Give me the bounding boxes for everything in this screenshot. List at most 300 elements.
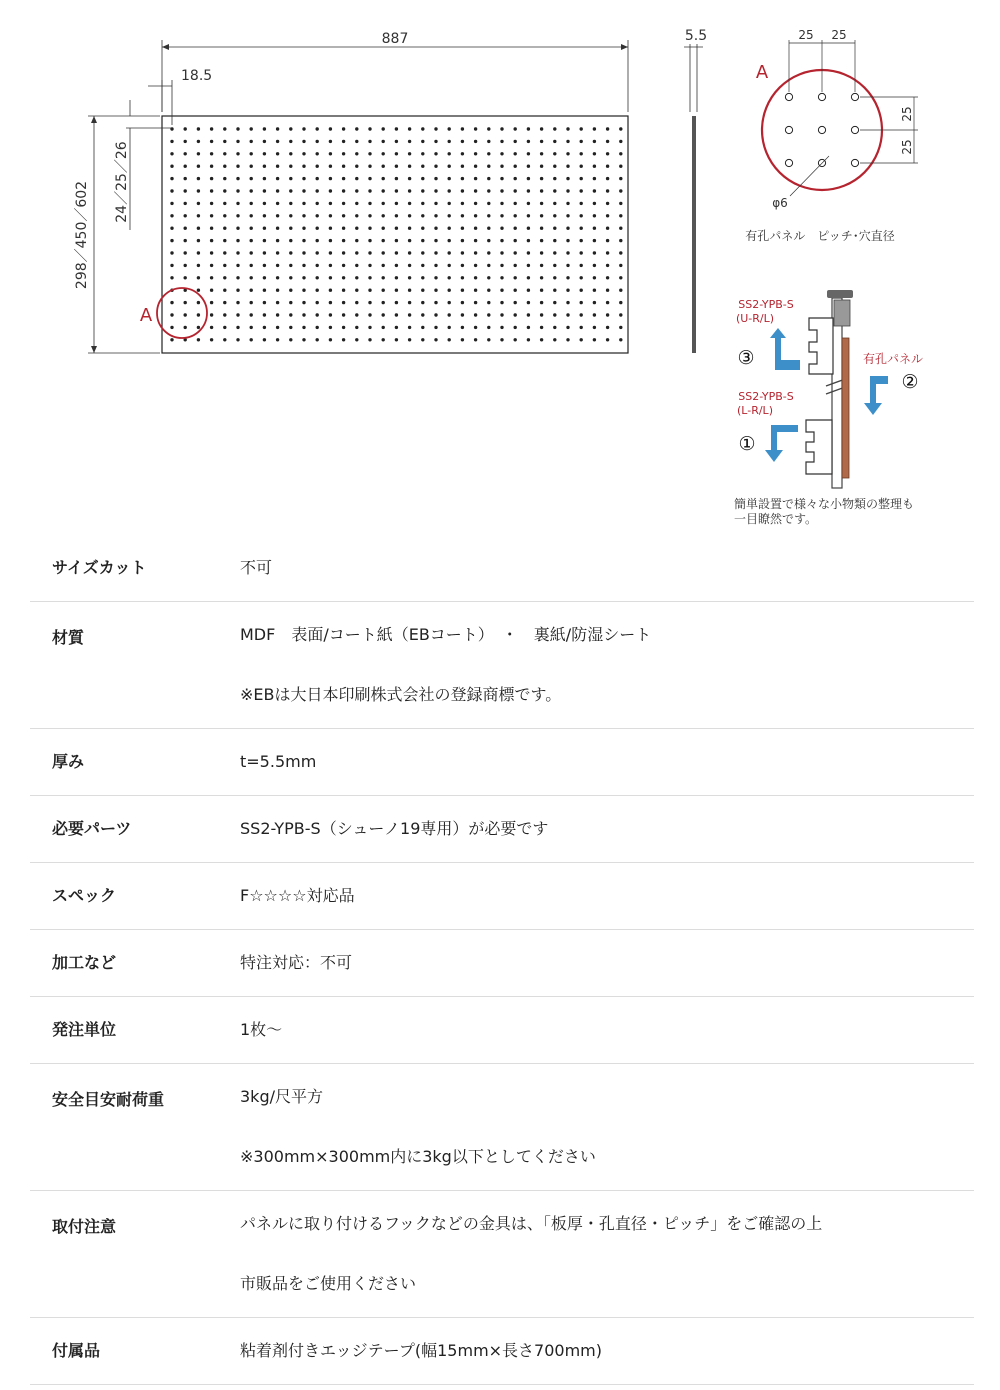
panel-hole (184, 227, 187, 230)
panel-hole (289, 202, 292, 205)
panel-hole (382, 276, 385, 279)
panel-hole (461, 326, 464, 329)
panel-hole (448, 301, 451, 304)
panel-hole (355, 326, 358, 329)
panel-hole (289, 127, 292, 130)
panel-hole (329, 202, 332, 205)
panel-hole (316, 227, 319, 230)
panel-hole (316, 313, 319, 316)
panel-hole (540, 326, 543, 329)
spec-value: 市販品をご使用ください (240, 1274, 417, 1293)
panel-hole (236, 289, 239, 292)
panel-hole (408, 140, 411, 143)
detail-hole (851, 93, 858, 100)
panel-hole (289, 289, 292, 292)
panel-hole (421, 301, 424, 304)
panel-hole (434, 301, 437, 304)
panel-hole (461, 239, 464, 242)
panel-hole (316, 165, 319, 168)
panel-hole (184, 177, 187, 180)
panel-hole (527, 165, 530, 168)
thickness-dimension-label: 5.5 (684, 28, 708, 44)
panel-hole (619, 301, 622, 304)
panel-hole (500, 165, 503, 168)
panel-hole (210, 289, 213, 292)
panel-hole (289, 177, 292, 180)
panel-hole (316, 189, 319, 192)
panel-hole (382, 338, 385, 341)
panel-hole (355, 227, 358, 230)
panel-hole (170, 227, 173, 230)
panel-hole (250, 227, 253, 230)
panel-hole (263, 152, 266, 155)
spec-label: 安全目安耐荷重 (52, 1090, 165, 1109)
spec-values (240, 535, 974, 601)
panel-hole (342, 301, 345, 304)
panel-hole (170, 202, 173, 205)
panel-hole (408, 276, 411, 279)
panel-hole (184, 165, 187, 168)
panel-hole (487, 276, 490, 279)
panel-hole (276, 313, 279, 316)
panel-hole (342, 214, 345, 217)
panel-hole (500, 276, 503, 279)
panel-hole (487, 177, 490, 180)
panel-hole (263, 326, 266, 329)
panel-hole (448, 239, 451, 242)
panel-hole (434, 289, 437, 292)
panel-hole (395, 276, 398, 279)
panel-hole (382, 313, 385, 316)
panel-hole (580, 251, 583, 254)
panel-hole (580, 326, 583, 329)
spec-row (30, 796, 974, 863)
panel-hole (487, 264, 490, 267)
panel-hole (276, 140, 279, 143)
panel-hole (223, 326, 226, 329)
panel-hole (448, 202, 451, 205)
panel-hole (210, 214, 213, 217)
panel-hole (236, 264, 239, 267)
panel-hole (580, 289, 583, 292)
panel-hole (619, 127, 622, 130)
panel-hole (540, 264, 543, 267)
panel-hole (448, 264, 451, 267)
panel-hole (527, 189, 530, 192)
panel-hole (553, 313, 556, 316)
panel-hole (355, 165, 358, 168)
spec-value: 粘着剤付きエッジテープ(幅15mm×長さ700mm) (240, 1341, 603, 1360)
panel-hole (434, 152, 437, 155)
panel-hole (540, 338, 543, 341)
detail-a-label: A (755, 62, 769, 83)
panel-hole (580, 227, 583, 230)
panel-hole (329, 127, 332, 130)
panel-hole (461, 227, 464, 230)
panel-hole (263, 251, 266, 254)
panel-hole (223, 313, 226, 316)
panel-hole (302, 152, 305, 155)
width-dimension (162, 40, 628, 112)
panel-hole (197, 140, 200, 143)
panel-hole (170, 313, 173, 316)
panel-hole (342, 239, 345, 242)
panel-hole (593, 127, 596, 130)
panel-hole (382, 165, 385, 168)
panel-hole (606, 326, 609, 329)
panel-hole (316, 214, 319, 217)
panel-hole (580, 214, 583, 217)
panel-hole (236, 338, 239, 341)
panel-hole (540, 127, 543, 130)
panel-hole (619, 177, 622, 180)
panel-hole (553, 140, 556, 143)
panel-hole (461, 152, 464, 155)
panel-hole (342, 165, 345, 168)
panel-hole (250, 177, 253, 180)
panel-hole (223, 177, 226, 180)
panel-hole (434, 140, 437, 143)
panel-hole (434, 264, 437, 267)
panel-hole (355, 301, 358, 304)
offset-dimension-label: 18.5 (181, 68, 213, 84)
panel-hole (302, 313, 305, 316)
panel-hole (170, 140, 173, 143)
panel-hole (355, 127, 358, 130)
panel-hole (593, 313, 596, 316)
panel-hole (461, 276, 464, 279)
panel-hole (514, 326, 517, 329)
panel-hole (421, 177, 424, 180)
panel-hole (395, 165, 398, 168)
panel-hole (289, 227, 292, 230)
panel-hole (408, 326, 411, 329)
panel-hole (210, 301, 213, 304)
panel-hole (250, 326, 253, 329)
panel-hole (368, 227, 371, 230)
panel-hole (606, 289, 609, 292)
panel-hole (527, 177, 530, 180)
panel-hole (289, 251, 292, 254)
spec-value: ※EBは大日本印刷株式会社の登録商標です。 (240, 685, 562, 704)
panel-hole (316, 338, 319, 341)
panel-hole (566, 301, 569, 304)
panel-hole (210, 251, 213, 254)
panel-hole (474, 214, 477, 217)
panel-hole (223, 276, 226, 279)
panel-hole (593, 140, 596, 143)
panel-hole (368, 152, 371, 155)
panel-hole (527, 152, 530, 155)
panel-hole (302, 202, 305, 205)
panel-label: 有孔パネル (862, 352, 924, 366)
spec-value: パネルに取り付けるフックなどの金具は、「板厚・孔直径・ピッチ」をご確認の上 (240, 1214, 823, 1233)
panel-hole (500, 140, 503, 143)
panel-hole (448, 276, 451, 279)
panel-hole (566, 313, 569, 316)
panel-hole (329, 251, 332, 254)
panel-hole (593, 239, 596, 242)
panel-hole (170, 326, 173, 329)
panel-hole (553, 276, 556, 279)
panel-hole (553, 202, 556, 205)
panel-hole (448, 140, 451, 143)
panel-hole (342, 326, 345, 329)
panel-hole (500, 189, 503, 192)
panel-hole (593, 338, 596, 341)
panel-hole (553, 127, 556, 130)
detail-pitch-top-left: 25 (798, 28, 814, 42)
panel-hole (580, 189, 583, 192)
panel-hole (434, 202, 437, 205)
panel-hole (593, 165, 596, 168)
panel-hole (250, 276, 253, 279)
panel-hole (514, 214, 517, 217)
panel-hole (210, 189, 213, 192)
panel-hole (395, 189, 398, 192)
panel-hole (527, 264, 530, 267)
panel-hole (474, 152, 477, 155)
install-note-line-2: 一目瞭然です。 (734, 512, 818, 526)
detail-pitch-right-bottom: 25 (900, 139, 914, 155)
detail-caption: 有孔パネル ピッチ･穴直径 (745, 229, 895, 243)
panel-hole (580, 165, 583, 168)
panel-hole (223, 189, 226, 192)
panel-hole (170, 214, 173, 217)
panel-hole (329, 239, 332, 242)
panel-hole (223, 127, 226, 130)
panel-hole (408, 214, 411, 217)
panel-hole (421, 239, 424, 242)
panel-hole (487, 165, 490, 168)
panel-hole (474, 227, 477, 230)
panel-hole (263, 289, 266, 292)
panel-hole (223, 152, 226, 155)
panel-hole (553, 251, 556, 254)
panel-hole (487, 227, 490, 230)
detail-hole (818, 126, 825, 133)
panel-hole (368, 177, 371, 180)
panel-hole (527, 326, 530, 329)
panel-hole (500, 326, 503, 329)
panel-hole (474, 140, 477, 143)
panel-hole (553, 264, 556, 267)
panel-hole (289, 276, 292, 279)
upper-bracket-label-1: SS2-YPB-S (738, 298, 794, 311)
panel-hole (210, 276, 213, 279)
panel-hole (276, 202, 279, 205)
panel-hole (606, 214, 609, 217)
panel-hole (514, 177, 517, 180)
panel-hole (540, 214, 543, 217)
panel-hole (368, 189, 371, 192)
panel-hole (276, 338, 279, 341)
panel-hole (527, 202, 530, 205)
panel-hole (263, 313, 266, 316)
panel-hole (250, 251, 253, 254)
panel-hole (236, 140, 239, 143)
panel-hole (593, 289, 596, 292)
panel-hole (474, 189, 477, 192)
spec-label: 発注単位 (52, 1020, 117, 1039)
panel-hole (395, 152, 398, 155)
panel-hole (223, 227, 226, 230)
panel-hole (527, 251, 530, 254)
panel-hole (619, 140, 622, 143)
panel-hole (408, 152, 411, 155)
panel-hole (210, 326, 213, 329)
panel-hole (421, 338, 424, 341)
panel-hole (474, 239, 477, 242)
panel-hole (342, 177, 345, 180)
panel-hole (606, 264, 609, 267)
panel-hole (382, 214, 385, 217)
panel-hole (382, 140, 385, 143)
panel-hole (619, 189, 622, 192)
panel-hole (197, 276, 200, 279)
panel-hole (421, 289, 424, 292)
spec-row (30, 1064, 974, 1191)
panel-hole (408, 202, 411, 205)
panel-hole (210, 202, 213, 205)
panel-hole (474, 177, 477, 180)
spec-value: t=5.5mm (240, 752, 317, 771)
panel-hole (527, 289, 530, 292)
panel-hole (487, 152, 490, 155)
panel-hole (276, 301, 279, 304)
panel-hole (368, 127, 371, 130)
panel-hole (223, 165, 226, 168)
panel-hole (553, 227, 556, 230)
panel-hole (566, 214, 569, 217)
panel-hole (355, 177, 358, 180)
panel-hole (421, 276, 424, 279)
panel-hole (276, 127, 279, 130)
panel-hole (434, 239, 437, 242)
panel-hole (250, 313, 253, 316)
panel-hole (434, 127, 437, 130)
panel-hole (329, 189, 332, 192)
panel-hole (197, 313, 200, 316)
panel-hole (197, 127, 200, 130)
panel-hole (408, 189, 411, 192)
panel-hole (289, 338, 292, 341)
panel-hole (316, 276, 319, 279)
panel-hole (553, 177, 556, 180)
spec-row (30, 930, 974, 997)
panel-hole (580, 140, 583, 143)
panel-hole (316, 289, 319, 292)
panel-hole (276, 276, 279, 279)
panel-hole (580, 239, 583, 242)
panel-hole (408, 289, 411, 292)
panel-hole (580, 127, 583, 130)
panel-hole (448, 326, 451, 329)
panel-hole (355, 202, 358, 205)
spec-label: 付属品 (52, 1341, 101, 1360)
panel-hole (223, 214, 226, 217)
panel-hole (170, 338, 173, 341)
panel-hole (197, 189, 200, 192)
panel-hole (276, 239, 279, 242)
panel-hole (566, 227, 569, 230)
panel-hole (395, 239, 398, 242)
panel-hole (527, 301, 530, 304)
step-2-label: ② (901, 371, 919, 393)
panel-hole (197, 301, 200, 304)
panel-hole (316, 177, 319, 180)
panel-hole (329, 264, 332, 267)
panel-hole (223, 140, 226, 143)
panel-hole (210, 140, 213, 143)
panel-hole (514, 338, 517, 341)
panel-hole (593, 152, 596, 155)
panel-hole (210, 177, 213, 180)
panel-hole (500, 227, 503, 230)
panel-hole (368, 251, 371, 254)
panel-hole (197, 326, 200, 329)
panel-hole (487, 289, 490, 292)
panel-hole (236, 214, 239, 217)
spec-value: 特注対応：不可 (240, 953, 353, 972)
panel-hole (395, 140, 398, 143)
pitch-dimension-label: 24／25／26 (114, 141, 130, 223)
panel-hole (382, 227, 385, 230)
panel-hole (289, 152, 292, 155)
panel-hole (566, 326, 569, 329)
panel-hole (461, 202, 464, 205)
panel-hole (474, 127, 477, 130)
panel-hole (540, 239, 543, 242)
panel-hole (382, 301, 385, 304)
panel-hole (382, 239, 385, 242)
panel-hole (223, 239, 226, 242)
panel-hole (197, 289, 200, 292)
detail-a-marker-label: A (139, 305, 153, 326)
panel-hole (223, 338, 226, 341)
panel-hole (210, 313, 213, 316)
panel-hole (368, 289, 371, 292)
spec-label: サイズカット (52, 558, 147, 577)
panel-hole (368, 214, 371, 217)
spec-values (240, 863, 974, 929)
panel-hole (302, 165, 305, 168)
panel-hole (236, 239, 239, 242)
panel-hole (236, 165, 239, 168)
panel-hole (474, 251, 477, 254)
panel-hole (395, 313, 398, 316)
panel-hole (355, 152, 358, 155)
panel-hole (276, 165, 279, 168)
panel-hole (474, 165, 477, 168)
spec-label: 加工など (52, 953, 117, 972)
panel-hole (342, 127, 345, 130)
panel-hole (487, 189, 490, 192)
panel-hole (566, 251, 569, 254)
panel-hole (566, 127, 569, 130)
panel-hole (566, 239, 569, 242)
panel-hole (514, 189, 517, 192)
panel-hole (527, 338, 530, 341)
panel-hole (593, 189, 596, 192)
spec-label: 必要パーツ (52, 819, 132, 838)
lower-bracket-label-1: SS2-YPB-S (738, 390, 794, 403)
panel-hole (263, 239, 266, 242)
panel-hole (553, 338, 556, 341)
panel-hole (566, 202, 569, 205)
panel-hole (316, 301, 319, 304)
panel-hole (236, 127, 239, 130)
